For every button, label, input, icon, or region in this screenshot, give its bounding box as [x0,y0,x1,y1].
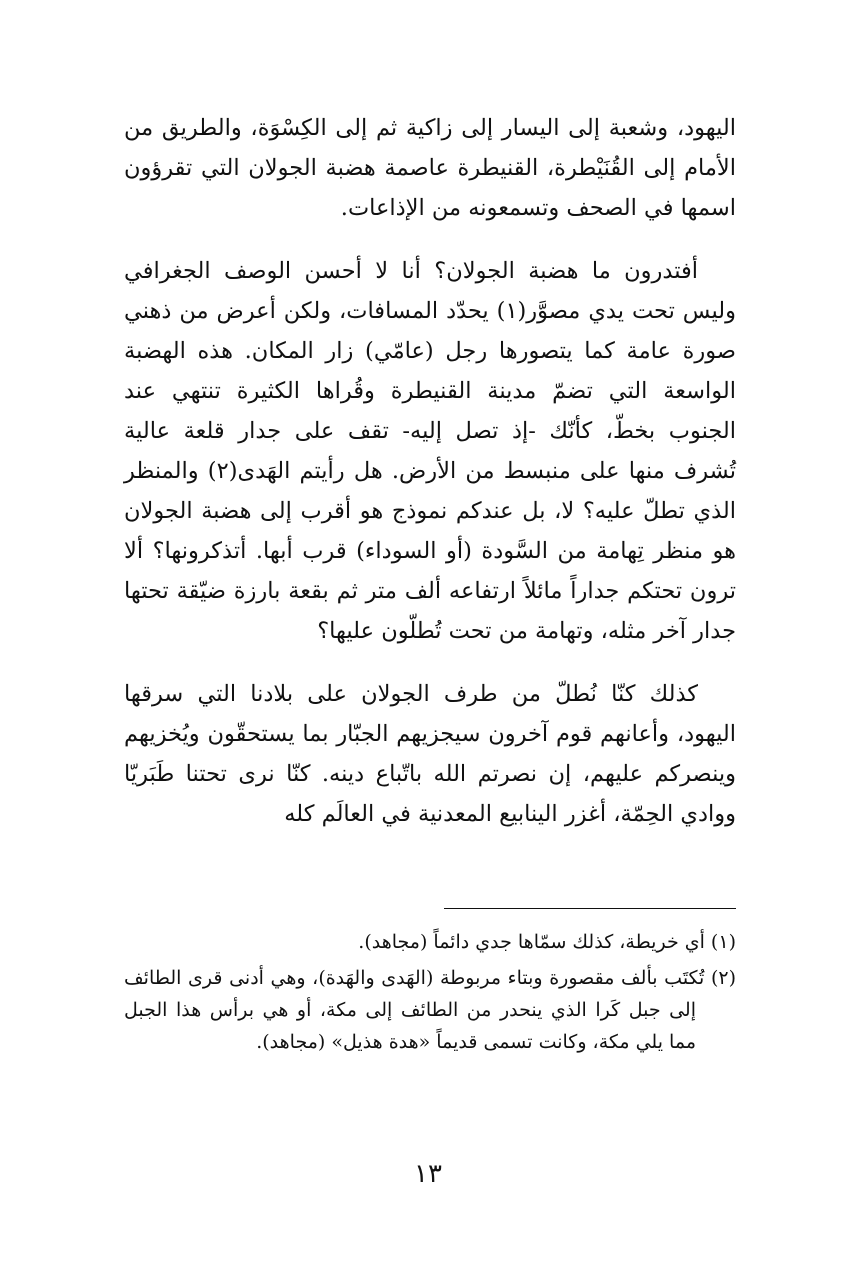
paragraph-1: اليهود، وشعبة إلى اليسار إلى زاكية ثم إلى الكِسْوَة، والطريق من الأمام إلى القُنَيْطرة، القنيطرة عاصمة هضبة الجولان التي تقرؤون اسمها في الصحف وتسمعونه من الإذاعات. [124,115,736,221]
footnote-separator [444,908,736,909]
footnote-1: (١) أي خريطة، كذلك سمّاها جدي دائماً (مجاهد). [358,931,736,953]
footnote-2: (٢) تُكتَب بألف مقصورة وبتاء مربوطة (الهَدى والهَدة)، وهي أدنى قرى الطائف إلى جبل كَرا الذي ينحدر من الطائف إلى مكة، أو هي برأس هذا الجبل مما يلي مكة، وكانت تسمى قديماً «هدة هذيل» (مجاهد). [124,967,736,1053]
paragraph-3: كذلك كنّا نُطلّ من طرف الجولان على بلادنا التي سرقها اليهود، وأعانهم قوم آخرون سيجزيهم الجبّار بما يستحقّون ويُخزيهم وينصركم عليهم، إن نصرتم الله باتّباع دينه. كنّا نرى تحتنا طَبَريّا ووادي الحِمّة، أغزر الينابيع المعدنية في العالَم كله [124,681,736,827]
footnotes [124,926,736,1062]
paragraph-2: أفتدرون ما هضبة الجولان؟ أنا لا أحسن الوصف الجغرافي وليس تحت يدي مصوَّر(١) يحدّد المسافات، ولكن أعرض من ذهني صورة عامة كما يتصورها رجل (عامّي) زار المكان. هذه الهضبة الواسعة التي تضمّ مدينة القنيطرة وقُراها الكثيرة تنتهي عند الجنوب بخطّ، كأنّك -إذ تصل إليه- تقف على جدار قلعة عالية تُشرف منها على منبسط من الأرض. هل رأيتم الهَدى(٢) والمنظر الذي تطلّ عليه؟ لا، بل عندكم نموذج هو أقرب إلى هضبة الجولان هو منظر تِهامة من السَّودة (أو السوداء) قرب أبها. أتذكرونها؟ ألا ترون تحتكم جداراً مائلاً ارتفاعه ألف متر ثم بقعة بارزة ضيّقة تحتها جدار آخر مثله، وتهامة من تحت تُطلّون عليها؟ [124,258,737,644]
main-text [124,108,736,857]
page-number: ١٣ [414,1159,442,1189]
